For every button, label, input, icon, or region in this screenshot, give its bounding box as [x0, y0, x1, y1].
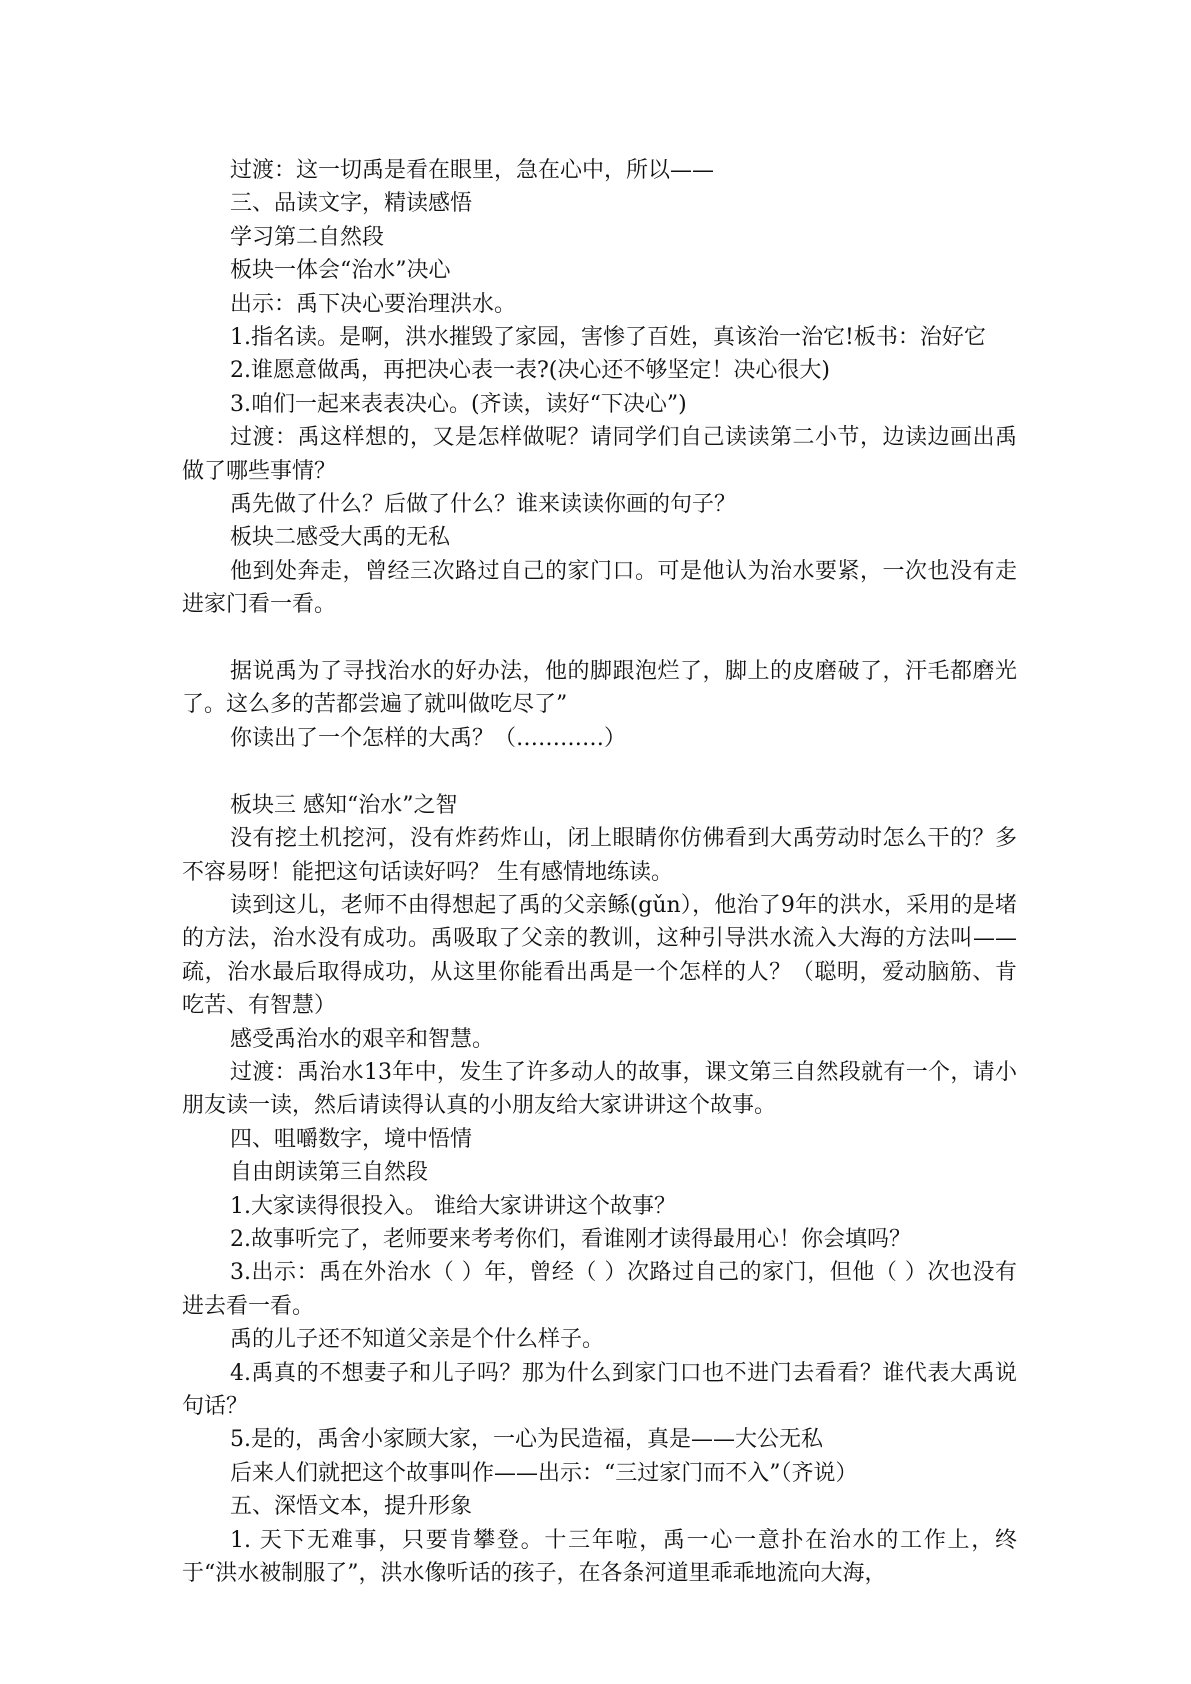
- block-heading: 板块一体会“治水”决心: [230, 258, 451, 284]
- paragraph: 感受禹治水的艰辛和智慧。: [230, 1026, 495, 1052]
- paragraph: 2.谁愿意做禹，再把决心表一表?(决心还不够坚定！决心很大): [230, 358, 830, 384]
- paragraph: 1.大家读得很投入。 谁给大家讲讲这个故事？: [230, 1193, 676, 1219]
- paragraph: 后来人们就把这个故事叫作——出示：“三过家门而不入”（齐说）: [230, 1460, 858, 1486]
- paragraph: 3.咱们一起来表表决心。(齐读，读好“下决心”): [230, 391, 687, 417]
- blank-line: [182, 622, 1017, 655]
- paragraph: 据说禹为了寻找治水的好办法，他的脚跟泡烂了，脚上的皮磨破了，汗毛都磨光了。这么多的苦都尝遍了就叫做吃尽了”: [182, 659, 1017, 718]
- paragraph: 学习第二自然段: [230, 224, 385, 250]
- section-heading: 三、品读文字，精读感悟: [230, 191, 473, 217]
- paragraph: 过渡：禹治水13年中，发生了许多动人的故事，课文第三自然段就有一个，请小朋友读一读，然后请读得认真的小朋友给大家讲讲这个故事。: [182, 1059, 1017, 1119]
- paragraph: 你读出了一个怎样的大禹？（…………）: [230, 725, 627, 751]
- paragraph: 5.是的，禹舍小家顾大家，一心为民造福，真是——大公无私: [230, 1427, 823, 1453]
- paragraph: 他到处奔走，曾经三次路过自己的家门口。可是他认为治水要紧，一次也没有走进家门看一看。: [182, 558, 1017, 618]
- paragraph: 2.故事听完了，老师要来考考你们，看谁刚才读得最用心！你会填吗？: [230, 1226, 911, 1252]
- paragraph: 过渡：这一切禹是看在眼里，急在心中，所以——: [230, 158, 715, 183]
- section-heading: 四、咀嚼数字，境中悟情: [230, 1126, 473, 1152]
- paragraph: 出示：禹下决心要治理洪水。: [230, 291, 517, 317]
- block-heading: 板块三 感知“治水”之智: [230, 792, 458, 818]
- section-heading: 五、深悟文本，提升形象: [230, 1494, 473, 1520]
- paragraph: 4.禹真的不想妻子和儿子吗？那为什么到家门口也不进门去看看？谁代表大禹说句话？: [182, 1360, 1017, 1419]
- paragraph: 1.指名读。是啊，洪水摧毁了家园，害惨了百姓，真该治一治它!板书：治好它: [230, 325, 986, 351]
- paragraph: 读到这儿，老师不由得想起了禹的父亲鲧(gǔn），他治了9年的洪水，采用的是堵的方法，治水没有成功。禹吸取了父亲的教训，这种引导洪水流入大海的方法叫——疏，治水最后取得成功，从这里你能看出禹是一个怎样的人？（聪明，爱动脑筋、肯吃苦、有智慧）: [182, 892, 1017, 1019]
- paragraph: 过渡：禹这样想的，又是怎样做呢？请同学们自己读读第二小节，边读边画出禹做了哪些事情？: [182, 425, 1017, 484]
- paragraph: 禹的儿子还不知道父亲是个什么样子。: [230, 1327, 605, 1353]
- paragraph: 1. 天下无难事，只要肯攀登。十三年啦，禹一心一意扑在治水的工作上，终于“洪水被制服了”，洪水像听话的孩子，在各条河道里乖乖地流向大海，: [182, 1527, 1017, 1587]
- block-heading: 板块二感受大禹的无私: [230, 525, 451, 551]
- paragraph: 没有挖土机挖河，没有炸药炸山，闭上眼睛你仿佛看到大禹劳动时怎么干的？多不容易呀！能把这句话读好吗？ 生有感情地练读。: [182, 826, 1017, 885]
- blank-line: [182, 755, 1017, 788]
- paragraph: 自由朗读第三自然段: [230, 1160, 429, 1186]
- paragraph: 禹先做了什么？后做了什么？谁来读读你画的句子？: [230, 492, 737, 518]
- document-body: [182, 154, 1017, 1590]
- paragraph: 3.出示：禹在外治水（ ）年，曾经（ ）次路过自己的家门，但他（ ）次也没有进去看一看。: [182, 1260, 1017, 1319]
